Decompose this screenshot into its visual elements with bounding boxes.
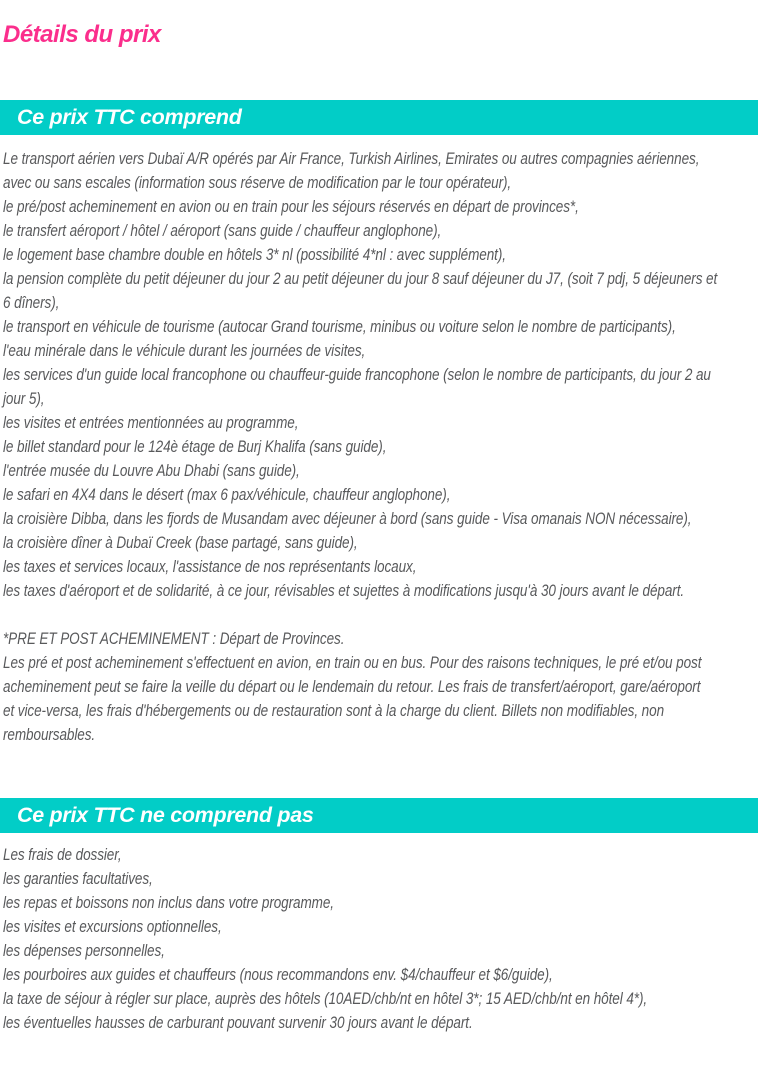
- text-line: avec ou sans escales (information sous réserve de modification par le tour opérateur),: [3, 174, 512, 192]
- text-line: jour 5),: [3, 390, 45, 408]
- text-line: les dépenses personnelles,: [3, 942, 165, 960]
- text-line: les éventuelles hausses de carburant pouvant survenir 30 jours avant le départ.: [3, 1014, 473, 1032]
- text-line: les visites et excursions optionnelles,: [3, 918, 222, 936]
- text-line: le billet standard pour le 124è étage de Burj Khalifa (sans guide),: [3, 438, 387, 456]
- text-line: les taxes d'aéroport et de solidarité, à ce jour, révisables et sujettes à modifications jusqu'à 30 jours avant le départ.: [3, 582, 685, 600]
- text-line: les repas et boissons non inclus dans votre programme,: [3, 894, 334, 912]
- included-section-header: Ce prix TTC comprend: [17, 105, 242, 129]
- text-line: 6 dîners),: [3, 294, 60, 312]
- text-line: les pourboires aux guides et chauffeurs (nous recommandons env. $4/chauffeur et $6/guide),: [3, 966, 553, 984]
- text-line: et vice-versa, les frais d'hébergements ou de restauration sont à la charge du client. Billets non modifiables, non: [3, 702, 665, 720]
- text-line: le transfert aéroport / hôtel / aéroport (sans guide / chauffeur anglophone),: [3, 222, 442, 240]
- text-line: remboursables.: [3, 726, 96, 744]
- text-line: les taxes et services locaux, l'assistance de nos représentants locaux,: [3, 558, 417, 576]
- included-items-list: [3, 147, 758, 603]
- text-line: la croisière dîner à Dubaï Creek (base partagé, sans guide),: [3, 534, 358, 552]
- text-line: Le transport aérien vers Dubaï A/R opérés par Air France, Turkish Airlines, Emirates ou autres compagnies aériennes,: [3, 150, 700, 168]
- text-line: les garanties facultatives,: [3, 870, 153, 888]
- page-title: Détails du prix: [3, 21, 161, 48]
- text-line: le logement base chambre double en hôtels 3* nl (possibilité 4*nl : avec supplément),: [3, 246, 506, 264]
- excluded-items-list: [3, 843, 758, 1035]
- text-line: le pré/post acheminement en avion ou en train pour les séjours réservés en départ de provinces*,: [3, 198, 579, 216]
- pre-post-acheminement-note: [3, 627, 758, 747]
- text-line: la pension complète du petit déjeuner du jour 2 au petit déjeuner du jour 8 sauf déjeuner du J7, (soit 7 pdj, 5 déjeuners et: [3, 270, 718, 288]
- excluded-section-header: Ce prix TTC ne comprend pas: [17, 803, 314, 827]
- text-line: l'eau minérale dans le véhicule durant les journées de visites,: [3, 342, 366, 360]
- text-line: les visites et entrées mentionnées au programme,: [3, 414, 299, 432]
- included-section-banner: [0, 100, 758, 135]
- text-line: Les frais de dossier,: [3, 846, 122, 864]
- text-line: acheminement peut se faire la veille du départ ou le lendemain du retour. Les frais de transfert/aéroport, gare/aéroport: [3, 678, 701, 696]
- text-line: Les pré et post acheminement s'effectuent en avion, en train ou en bus. Pour des raisons techniques, le pré et/ou post: [3, 654, 702, 672]
- text-line: les services d'un guide local francophone ou chauffeur-guide francophone (selon le nombre de participants, du jour 2 au: [3, 366, 711, 384]
- text-line: la taxe de séjour à régler sur place, auprès des hôtels (10AED/chb/nt en hôtel 3*; 15 AED/chb/nt en hôtel 4*),: [3, 990, 648, 1008]
- excluded-section-banner: [0, 798, 758, 833]
- text-line: la croisière Dibba, dans les fjords de Musandam avec déjeuner à bord (sans guide - Visa omanais NON nécessaire),: [3, 510, 692, 528]
- text-line: l'entrée musée du Louvre Abu Dhabi (sans guide),: [3, 462, 300, 480]
- text-line: le safari en 4X4 dans le désert (max 6 pax/véhicule, chauffeur anglophone),: [3, 486, 451, 504]
- text-line: *PRE ET POST ACHEMINEMENT : Départ de Provinces.: [3, 630, 345, 648]
- text-line: le transport en véhicule de tourisme (autocar Grand tourisme, minibus ou voiture selon le nombre de participants),: [3, 318, 676, 336]
